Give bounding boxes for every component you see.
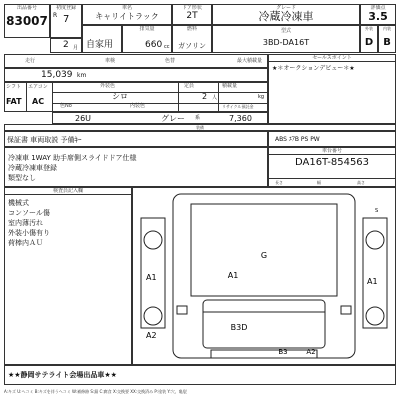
front-bumper [211,350,317,358]
inspection-label: 車検 [105,58,116,64]
fuel-label: 燃料 [186,26,197,32]
notes-line-1: 冷凍車 1WAY 助手席側スライドドア仕様 [8,154,137,162]
info-label-row [4,54,268,68]
load-unit: kg [258,94,265,100]
score-box [360,4,396,25]
venue-text: ★★静岡サテライト会場出品車★★ [8,371,117,379]
year-value: 7 [63,14,70,25]
spec-values-row [52,112,268,124]
interior-color-label: 内装色 [130,103,146,109]
notes-line-2: 冷蔵冷凍車登録 [8,164,57,172]
interior-color-value: グレー [161,114,185,123]
displacement-box [122,25,172,53]
load-label: 積載量 [222,83,238,89]
sales-point-text: ★＊オークションデビュー＊★ [272,65,355,72]
displacement-unit: cc [164,44,170,50]
chassis-label: 車台番号 [269,148,395,155]
month-unit: 月 [73,45,79,51]
chassis-height-label: 高さ [357,180,365,185]
shift-value: FAT [6,97,22,106]
wheel-front-left [144,307,162,325]
venue-box [4,365,396,385]
equipment-label: 装備 [196,125,204,130]
wheel-front-right [366,307,384,325]
shift-label: シフト [6,84,22,90]
mirror-left [177,306,187,314]
door-label: ドア形状 [182,5,202,11]
score-value: 3.5 [368,10,388,23]
ac-label: エアコン [28,84,48,90]
lot-number: 83007 [6,14,48,28]
cargo-box [191,204,337,296]
sales-point-label: セールスポイント [269,55,395,62]
right-side-panel [363,218,387,328]
color-no-label: 色No [60,103,72,109]
mileage-label: 走行 [25,58,36,64]
month-box [50,38,82,53]
door-value: 2T [186,11,198,21]
grade-value: 冷蔵冷凍車 [258,10,314,23]
diagram-label-a1-cargo: A1 [227,271,239,280]
inspector-label: 検査員記入欄 [5,188,131,195]
chassis-dims [269,178,395,187]
lot-label: 出品番号 [16,5,37,11]
month-value: 2 [63,40,69,50]
era-mark: R [53,12,58,19]
color-change-label: 色替 [165,58,176,64]
model-label: 型式 [280,28,291,34]
vehicle-diagram-box [132,187,396,365]
recycle-value: 7,360 [229,114,252,123]
seats-unit: 人 [212,95,218,101]
wheel-rear-right [366,231,384,249]
diagram-label-b3: B3 [278,348,288,356]
exterior-box [360,25,378,53]
exterior-grade: D [364,37,374,48]
seats-value: 2 [202,92,208,101]
model-box [212,25,360,53]
interior-label: 内装 [383,26,391,31]
inspector-line-1: 機械式 [8,199,29,207]
wheel-rear-left [144,231,162,249]
equipment-right [268,131,396,147]
year-label: 初度登録 [55,5,76,11]
car-name-box [82,4,172,25]
exterior-label: 外装 [365,26,373,31]
mileage-unit: km [77,72,87,79]
body-outline [173,194,355,358]
fuel-value: ガソリン [178,42,206,50]
diagram-label-a2-bumper: A2 [306,348,316,356]
diagram-label-a1-right: A1 [367,277,378,286]
equipment-left-text: 保証書 車両取説 予備ｷｰ [7,136,82,144]
score-label: 評価点 [370,5,386,11]
seats-label: 定員 [184,83,195,89]
year-box [50,4,82,38]
load-value: 系 [195,115,201,121]
recycle-label: リサイクル預託金 [222,104,254,109]
grade-label: グレード [275,5,296,11]
inspector-line-4: 外装小傷有り [8,229,50,237]
diagram-label-g: G [260,251,268,260]
chassis-box [268,147,396,187]
equipment-left [4,131,268,147]
lot-box [4,4,50,38]
inspector-line-5: 荷棒内ＡＵ [8,239,43,247]
vehicle-diagram [133,188,395,364]
cab-outline [203,300,325,348]
diagram-label-a2-left: A2 [146,331,157,340]
car-name-label: 車名 [121,5,132,11]
inspector-box [4,187,132,365]
notes-box [4,147,268,187]
grade-box [212,4,360,25]
interior-grade: B [383,37,391,48]
diagram-label-a1-left: A1 [146,273,157,282]
ac-value: AC [32,97,45,106]
car-name-value: キャリイトラック [95,12,159,21]
usage-value: 自家用 [86,40,114,50]
door-box [172,4,212,25]
equipment-right-text: ABS ｴｱB PS PW [275,136,320,143]
diagram-label-b3d: B3D [230,323,248,332]
color-label: 外装色 [100,83,116,89]
notes-line-3: 類型なし [8,174,36,182]
inspector-line-3: 室内薄汚れ [8,219,43,227]
usage-box [82,25,122,53]
legend-text: A:キズ U:へコミ B:キズを伴うへコミ W:補修跡 S:錆 C:腐食 X:交換要 XX:交換済み P:塗装 Y:穴、亀裂 [4,389,187,394]
color-value: シロ [112,92,128,101]
interior-box [378,25,396,53]
model-value: 3BD-DA16T [262,38,310,47]
sales-point-box [268,54,396,124]
mirror-right [341,306,351,314]
capacity-label: 最大積載量 [237,58,263,64]
mileage-row [4,68,268,82]
equipment-header [4,124,396,131]
chassis-width-label: 幅 [317,180,321,185]
fuel-box [172,25,212,53]
displacement-value: 660 [145,40,163,50]
displacement-label: 排気量 [139,26,155,32]
color-no-value: 26U [75,114,92,123]
mileage-value: 15,039 [41,70,73,80]
chassis-length-label: 長さ [275,180,283,185]
inspector-line-2: コンソール傷 [8,209,50,217]
diagram-label-s: S [375,208,379,214]
chassis-value: DA16T-854563 [294,157,370,168]
